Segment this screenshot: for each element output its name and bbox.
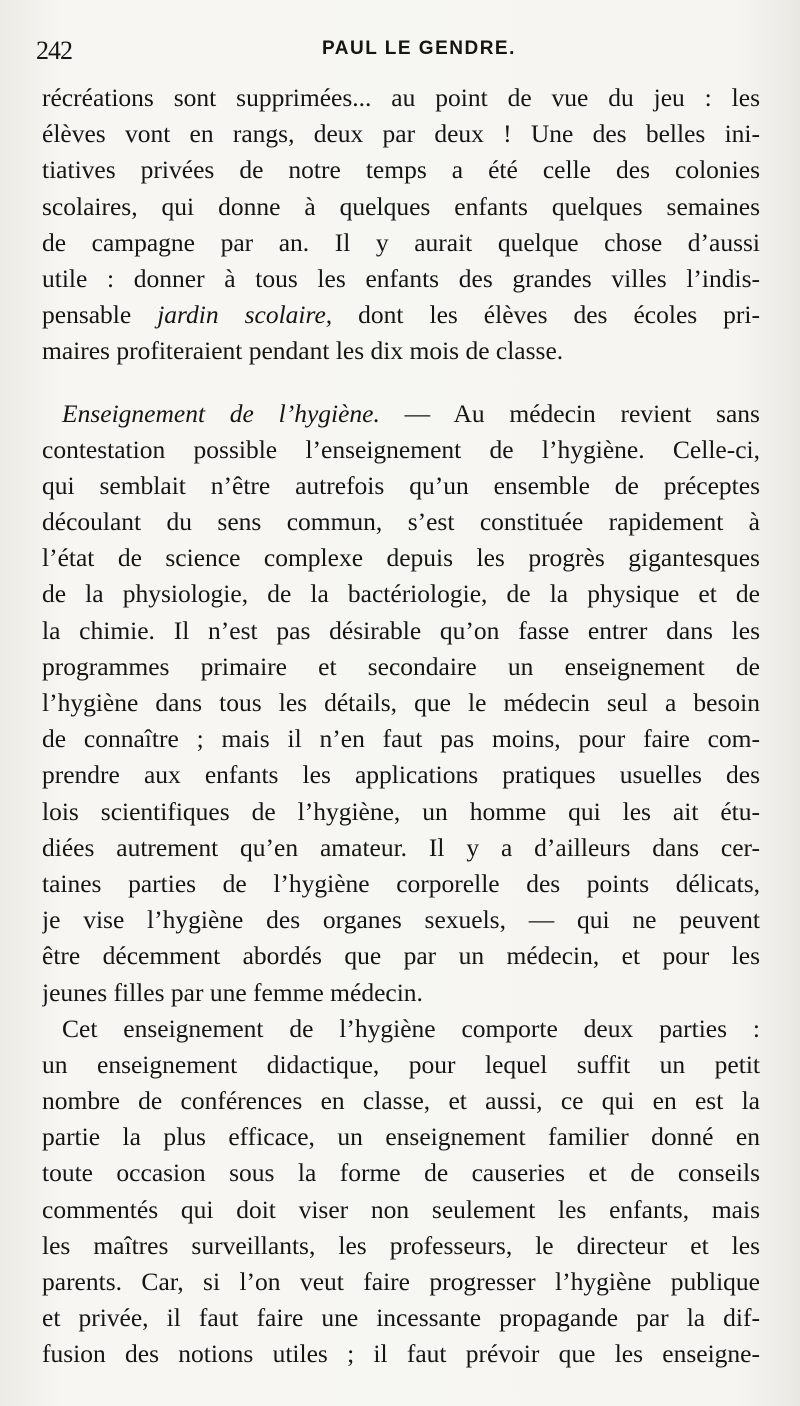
text-line: qui semblait n’être autrefois qu’un ensemble de préceptes xyxy=(42,470,760,500)
text-line: toute occasion sous la forme de causeries et de conseils xyxy=(42,1158,760,1188)
text-line: utile : donner à tous les enfants des grandes villes l’indis- xyxy=(42,263,760,293)
text-line: diées autrement qu’en amateur. Il y a d’ailleurs dans cer- xyxy=(42,832,760,862)
paragraph-two-parts xyxy=(42,1011,760,1373)
section-heading-line xyxy=(42,396,760,432)
text-line: scolaires, qui donne à quelques enfants quelques semaines xyxy=(42,191,760,221)
paragraph-hygiene-teaching xyxy=(42,396,760,1011)
text-line: nombre de conférences en classe, et aussi, ce qui en est la xyxy=(42,1086,760,1116)
text-line: les maîtres surveillants, les professeurs, le directeur et les xyxy=(42,1230,760,1260)
section-heading: Enseignement de l’hygiène. xyxy=(62,398,380,428)
text-line: de la physiologie, de la bactériologie, de la physique et de xyxy=(42,579,760,609)
paragraph-gap xyxy=(42,370,760,396)
text-line: l’hygiène dans tous les détails, que le médecin seul a besoin xyxy=(42,688,760,717)
body-text xyxy=(42,80,760,1373)
text-fragment: pensable xyxy=(42,300,158,330)
text-line: un enseignement didactique, pour lequel suffit un petit xyxy=(42,1049,760,1079)
page-number: 242 xyxy=(36,36,72,65)
text-line: la chimie. Il n’est pas désirable qu’on fasse entrer dans les xyxy=(42,615,760,645)
text-line: parents. Car, si l’on veut faire progresser l’hygiène publique xyxy=(42,1267,760,1296)
text-line: de connaître ; mais il n’en faut pas moins, pour faire com- xyxy=(42,724,760,754)
text-fragment: — Au médecin revient sans xyxy=(379,398,760,428)
text-fragment: dont les élèves des écoles pri- xyxy=(332,300,760,330)
text-line: jeunes filles par une femme médecin. xyxy=(42,977,423,1007)
text-line: programmes primaire et secondaire un enseignement de xyxy=(42,651,760,681)
text-line: maires profiteraient pendant les dix mois de classe. xyxy=(42,336,564,366)
text-line: je vise l’hygiène des organes sexuels, — qui ne peuvent xyxy=(42,905,760,935)
text-line: et privée, il faut faire une incessante propagande par la dif- xyxy=(42,1303,760,1333)
text-line: prendre aux enfants les applications pratiques usuelles des xyxy=(42,760,760,790)
text-line: fusion des notions utiles ; il faut prévoir que les enseigne- xyxy=(42,1339,760,1369)
text-line: taines parties de l’hygiène corporelle des points délicats, xyxy=(42,868,760,898)
text-line: l’état de science complexe depuis les progrès gigantesques xyxy=(42,543,760,573)
paragraph-school-gardens xyxy=(42,80,760,370)
text-line: être décemment abordés que par un médecin, et pour les xyxy=(42,941,760,971)
text-line: contestation possible l’enseignement de l’hygiène. Celle-ci, xyxy=(42,434,760,464)
text-line: lois scientifiques de l’hygiène, un homme qui les ait étu- xyxy=(42,796,760,826)
text-line: partie la plus efficace, un enseignement familier donné en xyxy=(42,1122,760,1152)
bleed-through-mark xyxy=(170,1372,650,1384)
text-line-jardin-scolaire xyxy=(42,297,760,333)
text-line: de campagne par an. Il y aurait quelque chose d’aussi xyxy=(42,227,760,257)
text-line: tiatives privées de notre temps a été celle des colonies xyxy=(42,155,760,185)
text-line: élèves vont en rangs, deux par deux ! Une des belles ini- xyxy=(42,119,760,149)
text-line: découlant du sens commun, s’est constituée rapidement à xyxy=(42,507,760,537)
text-line: Cet enseignement de l’hygiène comporte deux parties : xyxy=(62,1013,760,1043)
running-head: PAUL LE GENDRE. xyxy=(322,38,516,59)
text-line: récréations sont supprimées... au point de vue du jeu : les xyxy=(42,83,760,112)
text-line: commentés qui doit viser non seulement les enfants, mais xyxy=(42,1194,760,1224)
italic-term-jardin-scolaire: jardin scolaire, xyxy=(157,300,333,330)
page-header xyxy=(36,36,766,76)
